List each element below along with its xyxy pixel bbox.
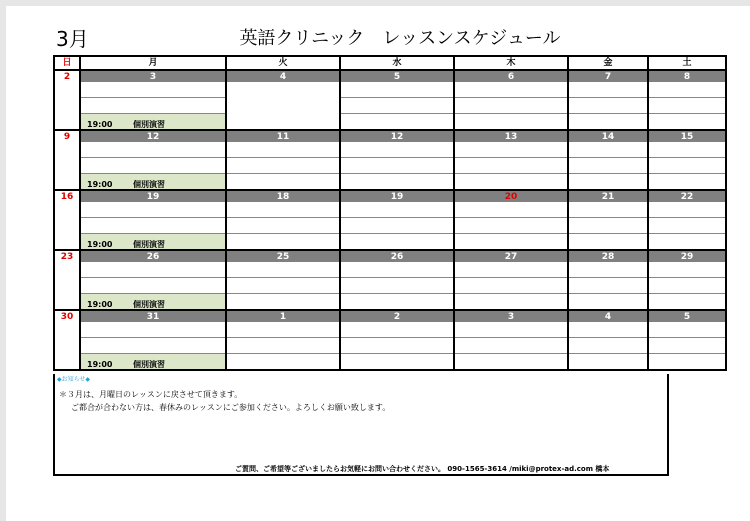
date-cell: 25 [226,250,340,262]
schedule-slot [340,322,454,338]
schedule-slot [568,98,648,114]
contact-info: ご質問、ご希望等ございましたらお気軽にお問い合わせください。 090-1565-3614 /miki@protex-ad.com 橋本 [235,465,610,473]
schedule-slot [54,174,80,191]
schedule-slot [54,354,80,371]
schedule-slot [54,218,80,234]
schedule-slot [54,338,80,354]
schedule-slot [648,82,726,98]
schedule-slot [340,174,454,191]
schedule-slot [648,158,726,174]
schedule-slot [648,98,726,114]
schedule-slot [648,142,726,158]
schedule-slot [54,322,80,338]
schedule-slot [454,98,568,114]
schedule-calendar [53,55,727,371]
schedule-slot [340,354,454,371]
date-cell: 4 [568,310,648,322]
date-cell: 18 [226,190,340,202]
date-cell: 31 [80,310,226,322]
schedule-slot [226,174,340,191]
date-cell: 14 [568,130,648,142]
schedule-slot [340,158,454,174]
date-cell: 27 [454,250,568,262]
date-cell: 3 [454,310,568,322]
schedule-slot [340,234,454,251]
lesson-name: 個別演習 [133,360,165,369]
schedule-slot [568,142,648,158]
lesson-name: 個別演習 [133,180,165,189]
schedule-slot [80,218,226,234]
weekday-header: 月 [80,56,226,70]
schedule-slot [340,202,454,218]
schedule-slot [54,278,80,294]
schedule-slot [648,322,726,338]
schedule-slot [54,158,80,174]
date-cell: 5 [340,70,454,82]
schedule-slot [226,202,340,218]
date-cell: 4 [226,70,340,82]
schedule-slot [568,82,648,98]
weekday-header: 日 [54,56,80,70]
schedule-slot [80,158,226,174]
schedule-slot [80,98,226,114]
schedule-slot [80,338,226,354]
schedule-slot [340,338,454,354]
date-cell: 29 [648,250,726,262]
schedule-slot [54,262,80,278]
lesson-time: 19:00 [87,300,113,309]
schedule-slot [454,338,568,354]
lesson-name: 個別演習 [133,300,165,309]
schedule-slot [568,278,648,294]
lesson-time: 19:00 [87,240,113,249]
schedule-slot [454,158,568,174]
schedule-slot [340,114,454,131]
schedule-slot [454,278,568,294]
schedule-slot [340,218,454,234]
date-cell: 21 [568,190,648,202]
schedule-slot [648,234,726,251]
sunday-date-cell: 16 [54,190,80,202]
schedule-slot [80,202,226,218]
schedule-slot [226,262,340,278]
lesson-name: 個別演習 [133,120,165,129]
schedule-slot [568,234,648,251]
schedule-slot [568,218,648,234]
schedule-slot [648,262,726,278]
schedule-slot [568,202,648,218]
date-cell: 1 [226,310,340,322]
schedule-slot [568,294,648,311]
schedule-slot [568,174,648,191]
sunday-date-cell: 23 [54,250,80,262]
lesson-time: 19:00 [87,120,113,129]
schedule-slot [648,294,726,311]
schedule-slot [340,98,454,114]
schedule-slot [568,262,648,278]
date-cell: 13 [454,130,568,142]
date-cell: 22 [648,190,726,202]
schedule-slot [568,158,648,174]
notice-box [53,374,669,476]
schedule-slot [648,218,726,234]
date-cell: 8 [648,70,726,82]
schedule-slot [648,278,726,294]
date-cell: 11 [226,130,340,142]
date-cell: 19 [80,190,226,202]
schedule-slot [340,294,454,311]
schedule-slot [454,202,568,218]
date-cell: 6 [454,70,568,82]
schedule-slot [54,142,80,158]
weekday-header: 水 [340,56,454,70]
schedule-slot [226,338,340,354]
date-cell: 19 [340,190,454,202]
schedule-slot [568,354,648,371]
schedule-slot [226,82,340,98]
schedule-slot [454,262,568,278]
schedule-slot [648,202,726,218]
schedule-slot [340,82,454,98]
schedule-slot [54,202,80,218]
schedule-slot [454,174,568,191]
date-cell: 7 [568,70,648,82]
schedule-slot [80,278,226,294]
date-cell: 26 [340,250,454,262]
notice-label: ◆お知らせ◆ [57,376,91,383]
sunday-date-cell: 30 [54,310,80,322]
sunday-date-cell: 2 [54,70,80,82]
date-cell: 12 [340,130,454,142]
schedule-slot [226,142,340,158]
lesson-cell [80,234,226,251]
schedule-slot [454,114,568,131]
lesson-cell [80,174,226,191]
schedule-slot [54,294,80,311]
date-cell: 2 [340,310,454,322]
weekday-header: 金 [568,56,648,70]
lesson-name: 個別演習 [133,240,165,249]
schedule-slot [80,322,226,338]
window-top-edge [0,0,750,6]
date-cell: 5 [648,310,726,322]
date-cell: 3 [80,70,226,82]
schedule-slot [226,354,340,371]
page-title: 英語クリニック レッスンスケジュール [239,28,561,49]
lesson-cell [80,114,226,131]
schedule-slot [340,278,454,294]
schedule-slot [340,142,454,158]
schedule-slot [226,322,340,338]
schedule-slot [226,294,340,311]
date-cell: 26 [80,250,226,262]
schedule-slot [454,354,568,371]
schedule-slot [648,354,726,371]
schedule-slot [80,82,226,98]
date-cell: 28 [568,250,648,262]
schedule-slot [54,82,80,98]
schedule-slot [80,262,226,278]
lesson-time: 19:00 [87,360,113,369]
schedule-slot [454,82,568,98]
schedule-slot [568,322,648,338]
schedule-slot [454,218,568,234]
sunday-date-cell: 9 [54,130,80,142]
schedule-slot [568,338,648,354]
schedule-slot [80,142,226,158]
schedule-slot [454,322,568,338]
schedule-slot [226,218,340,234]
schedule-slot [648,114,726,131]
schedule-slot [454,142,568,158]
schedule-slot [454,294,568,311]
schedule-slot [54,234,80,251]
lesson-time: 19:00 [87,180,113,189]
schedule-slot [340,262,454,278]
notice-text-line1: ＊３月は、月曜日のレッスンに戻させて頂きます。 [59,390,243,399]
weekday-header: 火 [226,56,340,70]
window-left-edge [0,0,6,521]
month-heading: 3月 [56,27,89,51]
lesson-cell [80,354,226,371]
lesson-cell [80,294,226,311]
schedule-slot [226,114,340,131]
date-cell: 12 [80,130,226,142]
schedule-slot [226,278,340,294]
schedule-slot [568,114,648,131]
schedule-slot [226,234,340,251]
schedule-slot [54,98,80,114]
schedule-slot [648,174,726,191]
weekday-header: 木 [454,56,568,70]
schedule-slot [226,158,340,174]
weekday-header: 土 [648,56,726,70]
schedule-slot [54,114,80,131]
date-cell: 20 [454,190,568,202]
schedule-slot [226,98,340,114]
notice-text-line2: ご都合が合わない方は、春休みのレッスンにご参加ください。よろしくお願い致します。 [71,403,391,412]
schedule-slot [648,338,726,354]
schedule-slot [454,234,568,251]
date-cell: 15 [648,130,726,142]
